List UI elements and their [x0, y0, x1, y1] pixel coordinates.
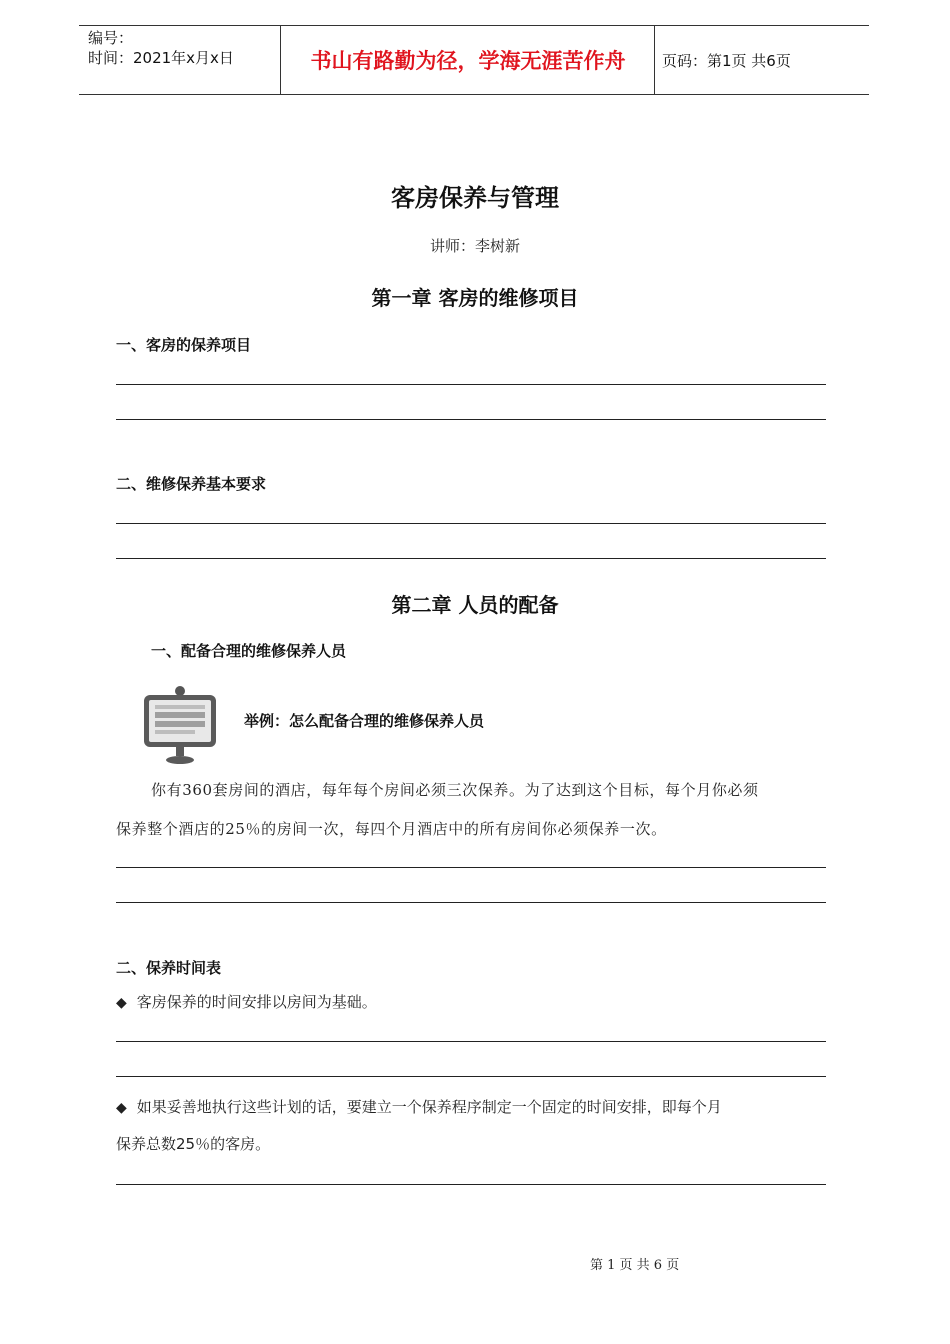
blank-line: [116, 558, 826, 559]
document-title: 客房保养与管理: [391, 184, 559, 212]
blank-line: [116, 1041, 826, 1042]
bullet-item: [116, 1096, 722, 1117]
header-time: 时间：2021年x月x日: [88, 49, 234, 67]
page-footer: 第 1 页 共 6 页: [590, 1258, 680, 1273]
page-header: [79, 25, 869, 95]
example-label: 举例：怎么配备合理的维修保养人员: [244, 712, 485, 730]
example-text-line-2: 保养整个酒店的25％的房间一次，每四个月酒店中的所有房间你必须保养一次。: [116, 820, 667, 838]
chapter-2-title: 第二章 人员的配备: [391, 593, 559, 617]
blank-line: [116, 867, 826, 868]
header-page-info: 页码：第1页 共6页: [662, 51, 791, 70]
lecturer: 讲师：李树新: [429, 237, 520, 255]
chapter-1-section-2: 二、维修保养基本要求: [116, 475, 267, 493]
blank-line: [116, 419, 826, 420]
blank-line: [116, 902, 826, 903]
blank-line: [116, 523, 826, 524]
diamond-icon: ◆: [116, 995, 127, 1011]
header-divider: [654, 26, 655, 94]
monitor-icon: [140, 686, 220, 766]
header-number: 编号：: [88, 29, 134, 47]
bullet-text-continued: 保养总数25％的客房。: [116, 1135, 271, 1153]
chapter-1-title: 第一章 客房的维修项目: [371, 286, 579, 310]
blank-line: [116, 1184, 826, 1185]
chapter-2-section-1: 一、配备合理的维修保养人员: [151, 642, 347, 660]
diamond-icon: ◆: [116, 1100, 127, 1116]
header-meta: [88, 28, 234, 68]
bullet-text: 如果妥善地执行这些计划的话，要建立一个保养程序制定一个固定的时间安排，即每个月: [136, 1098, 722, 1116]
bullet-item: [116, 991, 377, 1012]
header-motto: 书山有路勤为径，学海无涯苦作舟: [310, 49, 626, 73]
example-text-line-1: 你有360套房间的酒店，每年每个房间必须三次保养。为了达到这个目标，每个月你必须: [151, 781, 759, 799]
blank-line: [116, 1076, 826, 1077]
chapter-1-section-1: 一、客房的保养项目: [116, 336, 252, 354]
chapter-2-section-2: 二、保养时间表: [116, 959, 222, 977]
blank-line: [116, 384, 826, 385]
bullet-text: 客房保养的时间安排以房间为基础。: [136, 993, 377, 1011]
